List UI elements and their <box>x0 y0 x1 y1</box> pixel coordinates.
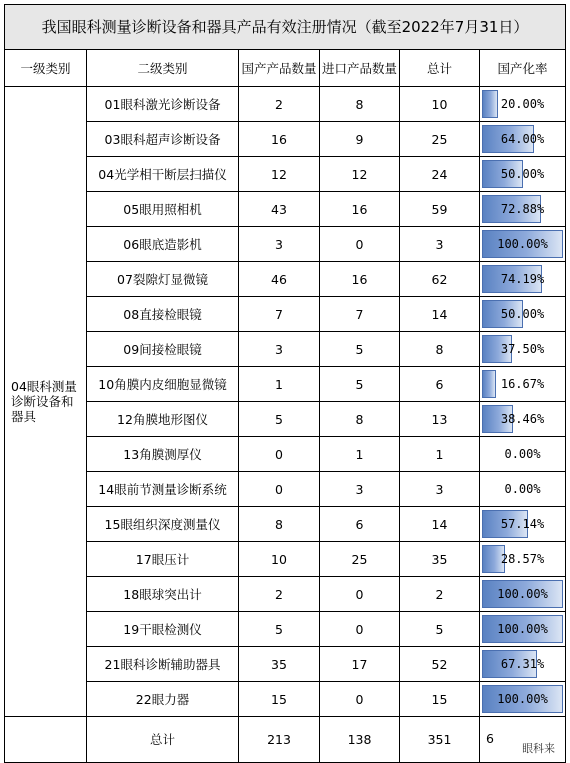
import-count: 6 <box>320 507 400 542</box>
level2-name: 19干眼检测仪 <box>87 612 239 647</box>
table-row <box>5 332 566 367</box>
level2-name: 03眼科超声诊断设备 <box>87 122 239 157</box>
total-rate <box>480 717 566 763</box>
domestic-count: 35 <box>239 647 320 682</box>
localization-rate <box>480 507 566 542</box>
level2-name: 07裂隙灯显微镜 <box>87 262 239 297</box>
total-blank <box>5 717 87 763</box>
localization-rate <box>480 542 566 577</box>
rate-value: 38.46% <box>500 412 545 426</box>
total-count: 35 <box>400 542 480 577</box>
domestic-count: 10 <box>239 542 320 577</box>
table-row <box>5 647 566 682</box>
table-row <box>5 682 566 717</box>
domestic-count: 3 <box>239 332 320 367</box>
domestic-count: 5 <box>239 402 320 437</box>
table-row <box>5 402 566 437</box>
localization-rate <box>480 577 566 612</box>
level2-name: 14眼前节测量诊断系统 <box>87 472 239 507</box>
table-row <box>5 472 566 507</box>
import-count: 0 <box>320 612 400 647</box>
domestic-count: 0 <box>239 472 320 507</box>
rate-value: 20.00% <box>500 97 545 111</box>
total-count: 14 <box>400 507 480 542</box>
import-count: 5 <box>320 332 400 367</box>
rate-value: 100.00% <box>497 622 548 636</box>
import-count: 7 <box>320 297 400 332</box>
rate-value: 0.00% <box>504 482 541 496</box>
localization-rate <box>480 227 566 262</box>
domestic-count: 5 <box>239 612 320 647</box>
localization-rate <box>480 367 566 402</box>
rate-value: 50.00% <box>500 307 545 321</box>
domestic-count: 1 <box>239 367 320 402</box>
rate-data-bar <box>482 90 498 118</box>
import-count: 16 <box>320 192 400 227</box>
domestic-count: 7 <box>239 297 320 332</box>
total-label: 总计 <box>87 717 239 763</box>
import-count: 0 <box>320 682 400 717</box>
level2-name: 15眼组织深度测量仪 <box>87 507 239 542</box>
import-count: 8 <box>320 87 400 122</box>
localization-rate <box>480 437 566 472</box>
header-level2: 二级类别 <box>87 50 239 87</box>
table-row <box>5 297 566 332</box>
table-row <box>5 192 566 227</box>
localization-rate <box>480 612 566 647</box>
table-row <box>5 122 566 157</box>
rate-value: 67.31% <box>500 657 545 671</box>
rate-value: 37.50% <box>500 342 545 356</box>
domestic-count: 0 <box>239 437 320 472</box>
import-count: 0 <box>320 227 400 262</box>
table-row <box>5 367 566 402</box>
level2-name: 05眼用照相机 <box>87 192 239 227</box>
localization-rate <box>480 332 566 367</box>
total-count: 6 <box>400 367 480 402</box>
level2-name: 21眼科诊断辅助器具 <box>87 647 239 682</box>
import-count: 5 <box>320 367 400 402</box>
rate-value: 28.57% <box>500 552 545 566</box>
import-count: 1 <box>320 437 400 472</box>
registration-table <box>4 4 566 763</box>
import-count: 12 <box>320 157 400 192</box>
watermark: 眼科来 <box>522 742 556 755</box>
total-count: 8 <box>400 332 480 367</box>
rate-value: 64.00% <box>500 132 545 146</box>
header-domestic: 国产产品数量 <box>239 50 320 87</box>
import-count: 17 <box>320 647 400 682</box>
localization-rate <box>480 262 566 297</box>
header-rate: 国产化率 <box>480 50 566 87</box>
domestic-count: 2 <box>239 577 320 612</box>
level2-name: 09间接检眼镜 <box>87 332 239 367</box>
total-domestic: 213 <box>239 717 320 763</box>
total-count: 13 <box>400 402 480 437</box>
level1-category: 04眼科测量诊断设备和器具 <box>5 87 87 717</box>
localization-rate <box>480 192 566 227</box>
localization-rate <box>480 87 566 122</box>
total-import: 138 <box>320 717 400 763</box>
total-count: 52 <box>400 647 480 682</box>
level2-name: 06眼底造影机 <box>87 227 239 262</box>
rate-value: 100.00% <box>497 692 548 706</box>
rate-value: 100.00% <box>497 237 548 251</box>
level2-name: 22眼力器 <box>87 682 239 717</box>
total-count: 15 <box>400 682 480 717</box>
import-count: 9 <box>320 122 400 157</box>
level2-name: 17眼压计 <box>87 542 239 577</box>
total-count: 3 <box>400 472 480 507</box>
localization-rate <box>480 647 566 682</box>
level2-name: 10角膜内皮细胞显微镜 <box>87 367 239 402</box>
level2-name: 13角膜测厚仪 <box>87 437 239 472</box>
import-count: 25 <box>320 542 400 577</box>
import-count: 0 <box>320 577 400 612</box>
rate-value: 74.19% <box>500 272 545 286</box>
localization-rate <box>480 682 566 717</box>
table-row <box>5 612 566 647</box>
level2-name: 01眼科激光诊断设备 <box>87 87 239 122</box>
domestic-count: 46 <box>239 262 320 297</box>
table-row <box>5 262 566 297</box>
table-row <box>5 87 566 122</box>
total-count: 14 <box>400 297 480 332</box>
rate-data-bar <box>482 370 496 398</box>
domestic-count: 8 <box>239 507 320 542</box>
rate-value: 0.00% <box>504 447 541 461</box>
header-level1: 一级类别 <box>5 50 87 87</box>
level2-name: 12角膜地形图仪 <box>87 402 239 437</box>
total-count: 1 <box>400 437 480 472</box>
import-count: 16 <box>320 262 400 297</box>
total-count: 10 <box>400 87 480 122</box>
domestic-count: 15 <box>239 682 320 717</box>
total-count: 5 <box>400 612 480 647</box>
rate-value: 50.00% <box>500 167 545 181</box>
header-import: 进口产品数量 <box>320 50 400 87</box>
domestic-count: 16 <box>239 122 320 157</box>
table-row <box>5 227 566 262</box>
total-count: 24 <box>400 157 480 192</box>
total-count: 2 <box>400 577 480 612</box>
domestic-count: 2 <box>239 87 320 122</box>
import-count: 3 <box>320 472 400 507</box>
rate-value: 16.67% <box>500 377 545 391</box>
rate-value: 72.88% <box>500 202 545 216</box>
domestic-count: 12 <box>239 157 320 192</box>
table-body <box>5 87 566 717</box>
total-count: 25 <box>400 122 480 157</box>
total-count: 62 <box>400 262 480 297</box>
rate-value: 100.00% <box>497 587 548 601</box>
table-row <box>5 542 566 577</box>
level2-name: 04光学相干断层扫描仪 <box>87 157 239 192</box>
level2-name: 18眼球突出计 <box>87 577 239 612</box>
table-title: 我国眼科测量诊断设备和器具产品有效注册情况（截至2022年7月31日） <box>5 5 566 50</box>
table-row <box>5 157 566 192</box>
localization-rate <box>480 472 566 507</box>
localization-rate <box>480 157 566 192</box>
localization-rate <box>480 297 566 332</box>
level2-name: 08直接检眼镜 <box>87 297 239 332</box>
rate-value: 57.14% <box>500 517 545 531</box>
total-count: 3 <box>400 227 480 262</box>
import-count: 8 <box>320 402 400 437</box>
domestic-count: 3 <box>239 227 320 262</box>
domestic-count: 43 <box>239 192 320 227</box>
localization-rate <box>480 402 566 437</box>
header-total: 总计 <box>400 50 480 87</box>
total-count: 59 <box>400 192 480 227</box>
table-row <box>5 437 566 472</box>
table-row <box>5 577 566 612</box>
total-sum: 351 <box>400 717 480 763</box>
localization-rate <box>480 122 566 157</box>
total-rate-value: 6 <box>486 731 494 746</box>
table-row <box>5 507 566 542</box>
